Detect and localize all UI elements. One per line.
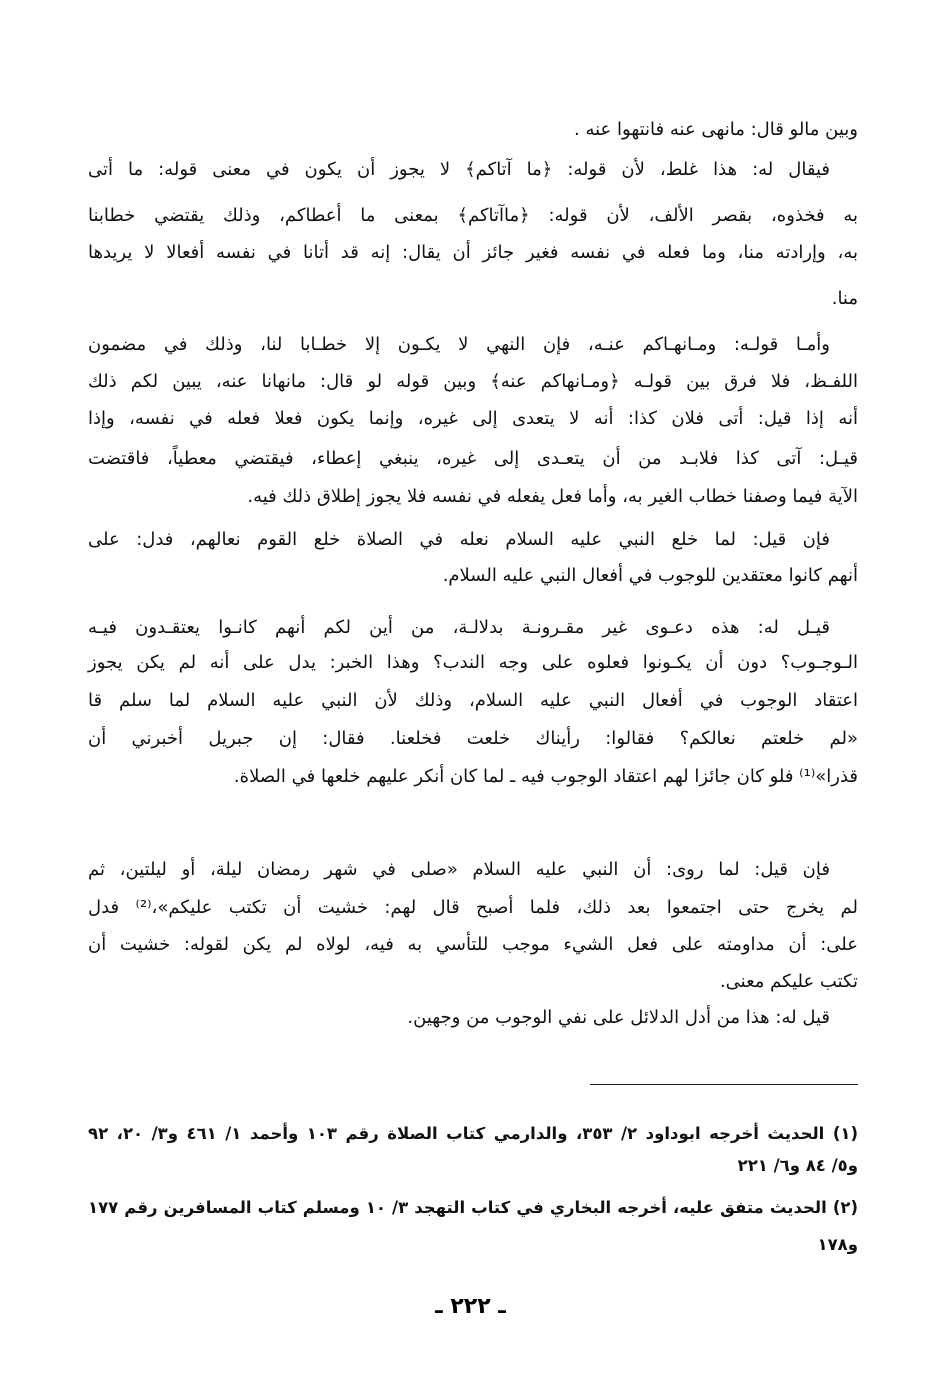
text-line: لم يخرج حتى اجتمعوا بعد ذلك، فلما أصبح قال لهم: خشيت أن تكتب عليكم»،⁽²⁾ فدل: [88, 897, 858, 918]
footnote-line: و٥/ ٨٤ و٦/ ٢٢١: [737, 1156, 858, 1175]
text-line: «لم خلعتم نعالكم؟ فقالوا: رأيناك خلعت فخلعنا. فقال: إن جبريل أخبرني أن: [88, 728, 858, 749]
text-line: أنه إذا قيل: أتى فلان كذا: أنه لا يتعدى إلى غيره، وإنما يكون فعلا فعله في نفسه، وإذا: [88, 408, 858, 429]
text-line: منا.: [831, 288, 858, 309]
text-line: اللفـظ، فلا فرق بين قولـه ﴿ومـانهاكم عنه﴾ وبين قوله لو قال: مانهانا عنه، يبين لكم ذلك: [88, 371, 858, 392]
text-line: الـوجـوب؟ دون أن يكـونوا فعلوه على وجه الندب؟ وهذا الخبر: يدل على أنه لم يكن يجوز: [88, 652, 858, 673]
text-line: به فخذوه، بقصر الألف، لأن قوله: ﴿ماآتاكم﴾ بمعنى ما أعطاكم، وذلك يقتضي خطابنا: [88, 205, 858, 226]
footnote-line: و١٧٨: [817, 1235, 858, 1254]
text-line: على: أن مداومته على فعل الشيء موجب للتأسي به فيه، لولاه لم يكن لقوله: خشيت أن: [88, 934, 858, 955]
text-line: قيـل: آتى كذا فلابـد من أن يتعـدى إلى غيره، ينبغي إعطاء، فيقتضي معطياً، فاقتضت: [88, 448, 858, 469]
text-line: أنهم كانوا معتقدين للوجوب في أفعال النبي عليه السلام.: [442, 565, 858, 586]
text-line: اعتقاد الوجوب في أفعال النبي عليه السلام، وذلك لأن النبي عليه السلام لما سلم قا: [88, 690, 858, 711]
text-line: الآية فيما وصفنا خطاب الغير به، وأما فعل يفعله في نفسه فلا يجوز إطلاق ذلك فيه.: [247, 486, 858, 507]
text-line: تكتب عليكم معنى.: [719, 971, 858, 992]
page-number: ـ ٢٢٢ ـ: [435, 1294, 506, 1319]
text-line: قيـل له: هذه دعـوى غير مقـرونـة بدلالـة، من أين لكم أنهم كانـوا يعتقـدون فيـه: [88, 617, 830, 638]
text-line: به، وإرادته منا، وما فعله في نفسه فغير جائز أن يقال: إنه قد أتانا في نفسه أفعالا لا يريدها: [88, 242, 858, 263]
footnote-line: (٢) الحديث متفق عليه، أخرجه البخاري في كتاب التهجد ٣/ ١٠ ومسلم كتاب المسافرين رقم ١٧٧: [88, 1198, 858, 1217]
text-line: قيل له: هذا من أدل الدلائل على نفي الوجوب من وجهين.: [407, 1007, 830, 1028]
text-line: وبين مالو قال: مانهى عنه فانتهوا عنه .: [574, 119, 858, 140]
text-line: فإن قيل: لما روى: أن النبي عليه السلام «صلى في شهر رمضان ليلة، أو ليلتين، ثم: [88, 859, 830, 880]
footnote-divider: [590, 1084, 858, 1085]
text-line: قذرا»⁽¹⁾ فلو كان جائزا لهم اعتقاد الوجوب فيه ـ لما كان أنكر عليهم خلعها في الصلاة.: [233, 766, 858, 787]
footnote-line: (١) الحديث أخرجه ابوداود ٢/ ٣٥٣، والدارمي كتاب الصلاة رقم ١٠٣ وأحمد ١/ ٤٦١ و٣/ ٢٠، ٩٢: [88, 1124, 858, 1143]
text-line: فيقال له: هذا غلط، لأن قوله: ﴿ما آتاكم﴾ لا يجوز أن يكون في معنى قوله: ما أتى: [88, 159, 830, 180]
text-line: وأمـا قولـه: ومـانهـاكم عنـه، فإن النهي لا يكـون إلا خطـابا لنا، وذلك في مضمون: [88, 334, 830, 355]
text-line: فإن قيل: لما خلع النبي عليه السلام نعله في الصلاة خلع القوم نعالهم، فدل: على: [88, 529, 830, 550]
